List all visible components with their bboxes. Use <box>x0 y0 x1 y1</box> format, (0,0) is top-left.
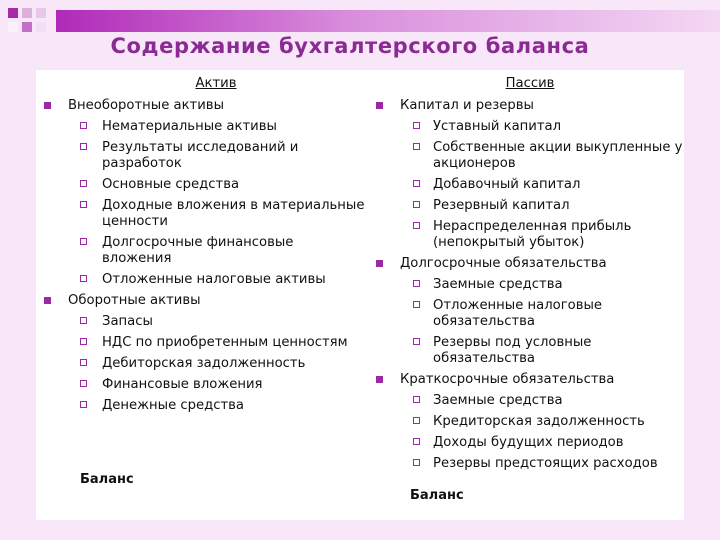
list-item <box>36 140 366 172</box>
hollow-square-bullet-icon <box>413 396 420 403</box>
list-item <box>366 177 684 193</box>
decor-square <box>36 8 46 18</box>
hollow-square-bullet-icon <box>413 417 420 424</box>
list-item <box>36 314 366 330</box>
liabilities-total-label: Баланс <box>410 488 464 503</box>
hollow-square-bullet-icon <box>413 459 420 466</box>
hollow-square-bullet-icon <box>413 338 420 345</box>
section-item <box>366 98 684 114</box>
section-label: Оборотные активы <box>68 293 201 308</box>
hollow-square-bullet-icon <box>80 238 87 245</box>
list-item-label: Уставный капитал <box>433 119 562 134</box>
hollow-square-bullet-icon <box>413 201 420 208</box>
list-item-label: Заемные средства <box>433 393 563 408</box>
hollow-square-bullet-icon <box>413 222 420 229</box>
list-item-label: Резервы под условные обязательства <box>433 335 592 366</box>
list-item <box>366 198 684 214</box>
square-bullet-icon <box>376 102 383 109</box>
list-item <box>36 335 366 351</box>
hollow-square-bullet-icon <box>80 338 87 345</box>
list-item-label: Добавочный капитал <box>433 177 581 192</box>
liabilities-column <box>366 76 684 477</box>
section-label: Долгосрочные обязательства <box>400 256 607 271</box>
hollow-square-bullet-icon <box>413 180 420 187</box>
liabilities-heading: Пассив <box>505 76 555 91</box>
decor-square <box>22 8 32 18</box>
hollow-square-bullet-icon <box>80 122 87 129</box>
list-item <box>366 335 684 367</box>
list-item <box>36 377 366 393</box>
list-item <box>36 235 366 267</box>
list-item-label: Финансовые вложения <box>102 377 263 392</box>
content-panel <box>36 70 684 520</box>
decor-square <box>8 22 18 32</box>
header-gradient-bar <box>56 10 720 32</box>
hollow-square-bullet-icon <box>80 359 87 366</box>
hollow-square-bullet-icon <box>80 380 87 387</box>
list-item-label: Резервный капитал <box>433 198 570 213</box>
hollow-square-bullet-icon <box>413 301 420 308</box>
square-bullet-icon <box>376 260 383 267</box>
list-item-label: Собственные акции выкупленные у акционеров <box>433 140 683 171</box>
square-bullet-icon <box>44 102 51 109</box>
section-label: Краткосрочные обязательства <box>400 372 615 387</box>
list-item-label: Запасы <box>102 314 153 329</box>
hollow-square-bullet-icon <box>413 280 420 287</box>
section-item <box>36 293 366 309</box>
list-item-label: Денежные средства <box>102 398 245 413</box>
list-item-label: Нематериальные активы <box>102 119 277 134</box>
assets-total-label: Баланс <box>80 472 134 487</box>
hollow-square-bullet-icon <box>80 180 87 187</box>
hollow-square-bullet-icon <box>413 438 420 445</box>
decor-square <box>36 22 46 32</box>
assets-heading: Актив <box>195 76 237 91</box>
section-label: Капитал и резервы <box>400 98 534 113</box>
list-item-label: Отложенные налоговые активы <box>102 272 326 287</box>
hollow-square-bullet-icon <box>80 201 87 208</box>
list-item <box>36 356 366 372</box>
hollow-square-bullet-icon <box>413 122 420 129</box>
list-item-label: Результаты исследований и разработок <box>102 140 299 171</box>
hollow-square-bullet-icon <box>80 317 87 324</box>
section-item <box>366 256 684 272</box>
list-item <box>366 219 684 251</box>
square-bullet-icon <box>44 297 51 304</box>
hollow-square-bullet-icon <box>80 401 87 408</box>
list-item-label: Кредиторская задолженность <box>433 414 645 429</box>
decor-square <box>22 22 32 32</box>
list-item-label: Основные средства <box>102 177 240 192</box>
list-item <box>36 119 366 135</box>
list-item <box>366 456 684 472</box>
list-item <box>366 414 684 430</box>
list-item <box>36 198 366 230</box>
decor-square <box>8 8 18 18</box>
list-item-label: Доходы будущих периодов <box>433 435 624 450</box>
list-item-label: НДС по приобретенным ценностям <box>102 335 348 350</box>
list-item <box>366 277 684 293</box>
list-item <box>366 298 684 330</box>
section-label: Внеоборотные активы <box>68 98 224 113</box>
list-item <box>366 119 684 135</box>
list-item <box>366 393 684 409</box>
list-item <box>36 177 366 193</box>
list-item-label: Долгосрочные финансовые вложения <box>102 235 294 266</box>
list-item-label: Резервы предстоящих расходов <box>433 456 658 471</box>
list-item <box>36 398 366 414</box>
square-bullet-icon <box>376 376 383 383</box>
list-item-label: Отложенные налоговые обязательства <box>433 298 603 329</box>
page-title: Содержание бухгалтерского баланса <box>110 34 590 58</box>
list-item-label: Дебиторская задолженность <box>102 356 306 371</box>
list-item <box>366 140 684 172</box>
assets-column <box>36 76 366 419</box>
list-item-label: Доходные вложения в материальные ценности <box>102 198 365 229</box>
list-item <box>366 435 684 451</box>
list-item-label: Заемные средства <box>433 277 563 292</box>
section-item <box>366 372 684 388</box>
hollow-square-bullet-icon <box>80 275 87 282</box>
hollow-square-bullet-icon <box>80 143 87 150</box>
hollow-square-bullet-icon <box>413 143 420 150</box>
list-item <box>36 272 366 288</box>
section-item <box>36 98 366 114</box>
list-item-label: Нераспределенная прибыль (непокрытый убыток) <box>433 219 632 250</box>
